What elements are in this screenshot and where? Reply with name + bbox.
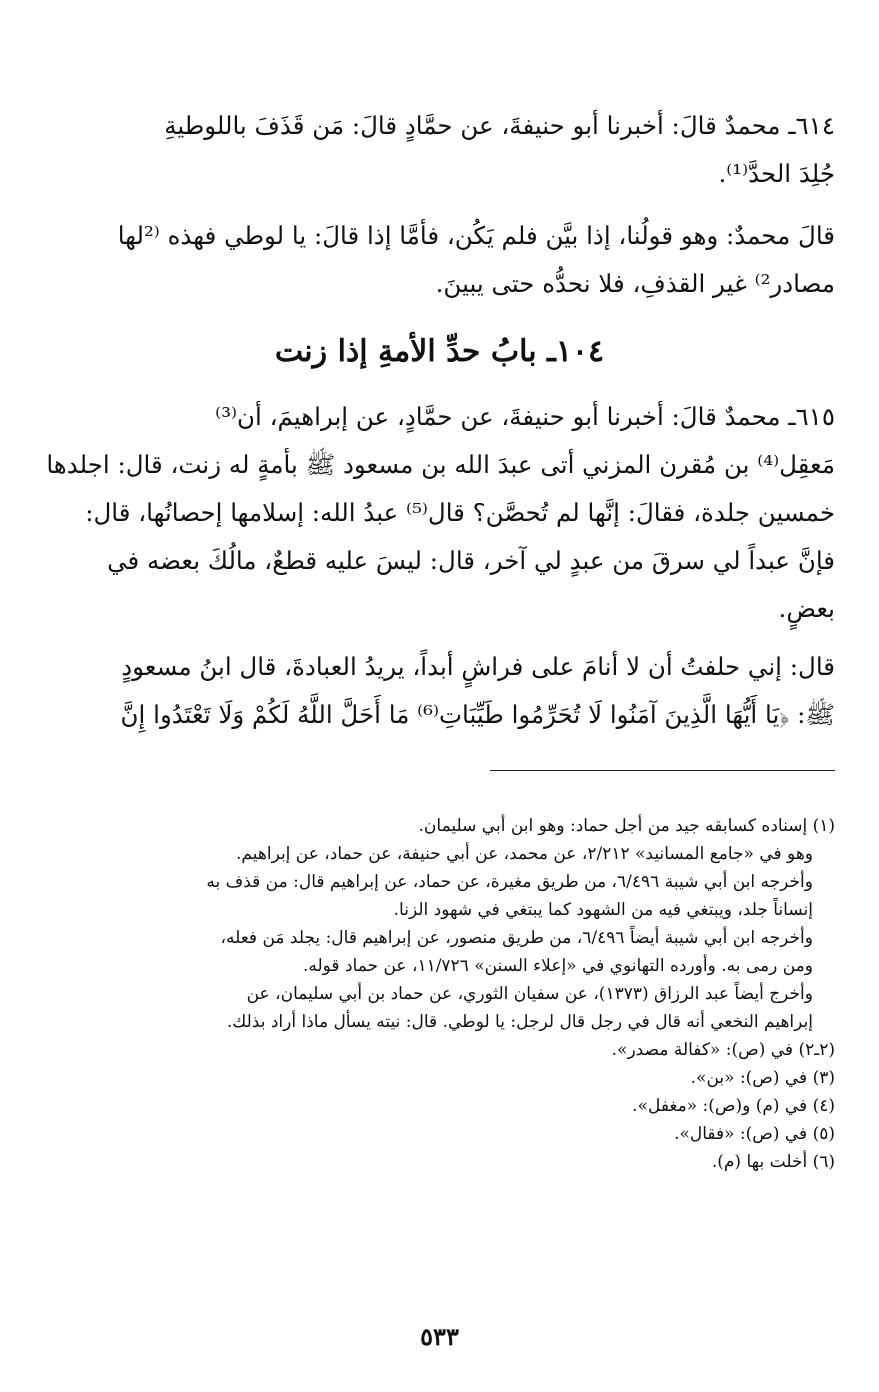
footnote-line: وأخرج أيضاً عبد الرزاق (١٣٧٣)، عن سفيان الثوري، عن حماد بن أبي سليمان، عن — [246, 984, 813, 1004]
footnote-line: وأخرجه ابن أبي شيبة ٦/٤٩٦، من طريق مغيرة، عن حماد، عن إبراهيم قال: من قذف به — [206, 872, 813, 892]
footnote-line: (١) إسناده كسابقه جيد من أجل حماد: وهو ابن أبي سليمان. — [418, 816, 835, 836]
footnote-line: (٢ـ٢) في (ص): «كفالة مصدر». — [611, 1040, 835, 1060]
text-line: مصادر²⁾ غير القذفِ، فلا نحدُّه حتى يبينَ. — [435, 269, 835, 298]
paragraph-615 — [44, 393, 835, 633]
footnote-line: وأخرجه ابن أبي شيبة أيضاً ٦/٤٩٦، من طريق منصور، عن إبراهيم قال: يجلد مَن فعله، — [220, 928, 813, 948]
footnote-divider — [490, 770, 835, 771]
footnote-line: إبراهيم النخعي أنه قال في رجل قال لرجل: يا لوطي. قال: نيته يسأل ماذا أراد بذلك. — [226, 1012, 813, 1032]
text-line: فإنَّ عبداً لي سرقَ من عبدٍ لي آخر، قال: ليسَ عليه قطعٌ، مالُكَ بعضه في — [107, 546, 835, 575]
chapter-heading: ١٠٤ـ بابُ حدِّ الأمةِ إذا زنت — [274, 334, 605, 369]
footnote-line: (٦) أخلت بها (م). — [711, 1152, 835, 1172]
footnote-line: وهو في «جامع المسانيد» ٢/٢١٢، عن محمد، عن أبي حنيفة، عن حماد، عن إبراهيم. — [236, 844, 813, 864]
text-line: ﷺ: ﴿يَا أَيُّهَا الَّذِينَ آمَنُوا لَا تُحَرِّمُوا طَيِّبَاتِ⁽⁶⁾ مَا أَحَلَّ اللَّهُ لَكُمْ وَلَا تَعْتَدُوا إِنَّ — [120, 700, 835, 729]
text-line: قالَ محمدٌ: وهو قولُنا، إذا بيَّن فلم يَكُن، فأمَّا إذا قالَ: يا لوطي فهذه ⁽²لها — [117, 221, 835, 250]
document-page — [44, 0, 835, 1392]
text-line: ٦١٤ـ محمدٌ قالَ: أخبرنا أبو حنيفةَ، عن حمَّادٍ قالَ: مَن قَذَفَ باللوطيةِ — [164, 111, 835, 140]
text-line: مَعقِل⁽⁴⁾ بن مُقرن المزني أتى عبدَ الله بن مسعود ﷺ بأمةٍ له زنت، قال: اجلدها — [46, 450, 835, 479]
paragraph-oath — [44, 643, 835, 739]
footnote-line: إنساناً جلد، ويبتغي فيه من الشهود كما يبتغي في شهود الزنا. — [393, 900, 813, 920]
paragraph-614 — [44, 102, 835, 198]
footnote-line: (٥) في (ص): «فقال». — [674, 1124, 835, 1144]
page-number: ٥٣٣ — [420, 1322, 459, 1351]
footnote-line: ومن رمى به. وأورده التهانوي في «إعلاء السنن» ١١/٧٢٦، عن حماد قوله. — [302, 956, 813, 976]
footnote-line: (٣) في (ص): «بن». — [690, 1068, 835, 1088]
text-line: ٦١٥ـ محمدٌ قالَ: أخبرنا أبو حنيفةَ، عن حمَّادٍ، عن إبراهيمَ، أن⁽³⁾ — [215, 402, 835, 431]
text-line: قال: إني حلفتُ أن لا أنامَ على فراشٍ أبداً، يريدُ العبادةَ، قال ابنُ مسعودٍ — [121, 652, 835, 681]
paragraph-commentary — [44, 212, 835, 308]
text-line: بعضٍ. — [778, 594, 835, 623]
text-line: خمسين جلدة، فقالَ: إنَّها لم تُحصَّن؟ قال⁽⁵⁾ عبدُ الله: إسلامها إحصانُها، قال: — [85, 498, 835, 527]
footnotes — [44, 812, 835, 1176]
text-line: جُلِدَ الحدَّ⁽¹⁾. — [718, 159, 835, 188]
footnote-line: (٤) في (م) و(ص): «مغفل». — [632, 1096, 835, 1116]
